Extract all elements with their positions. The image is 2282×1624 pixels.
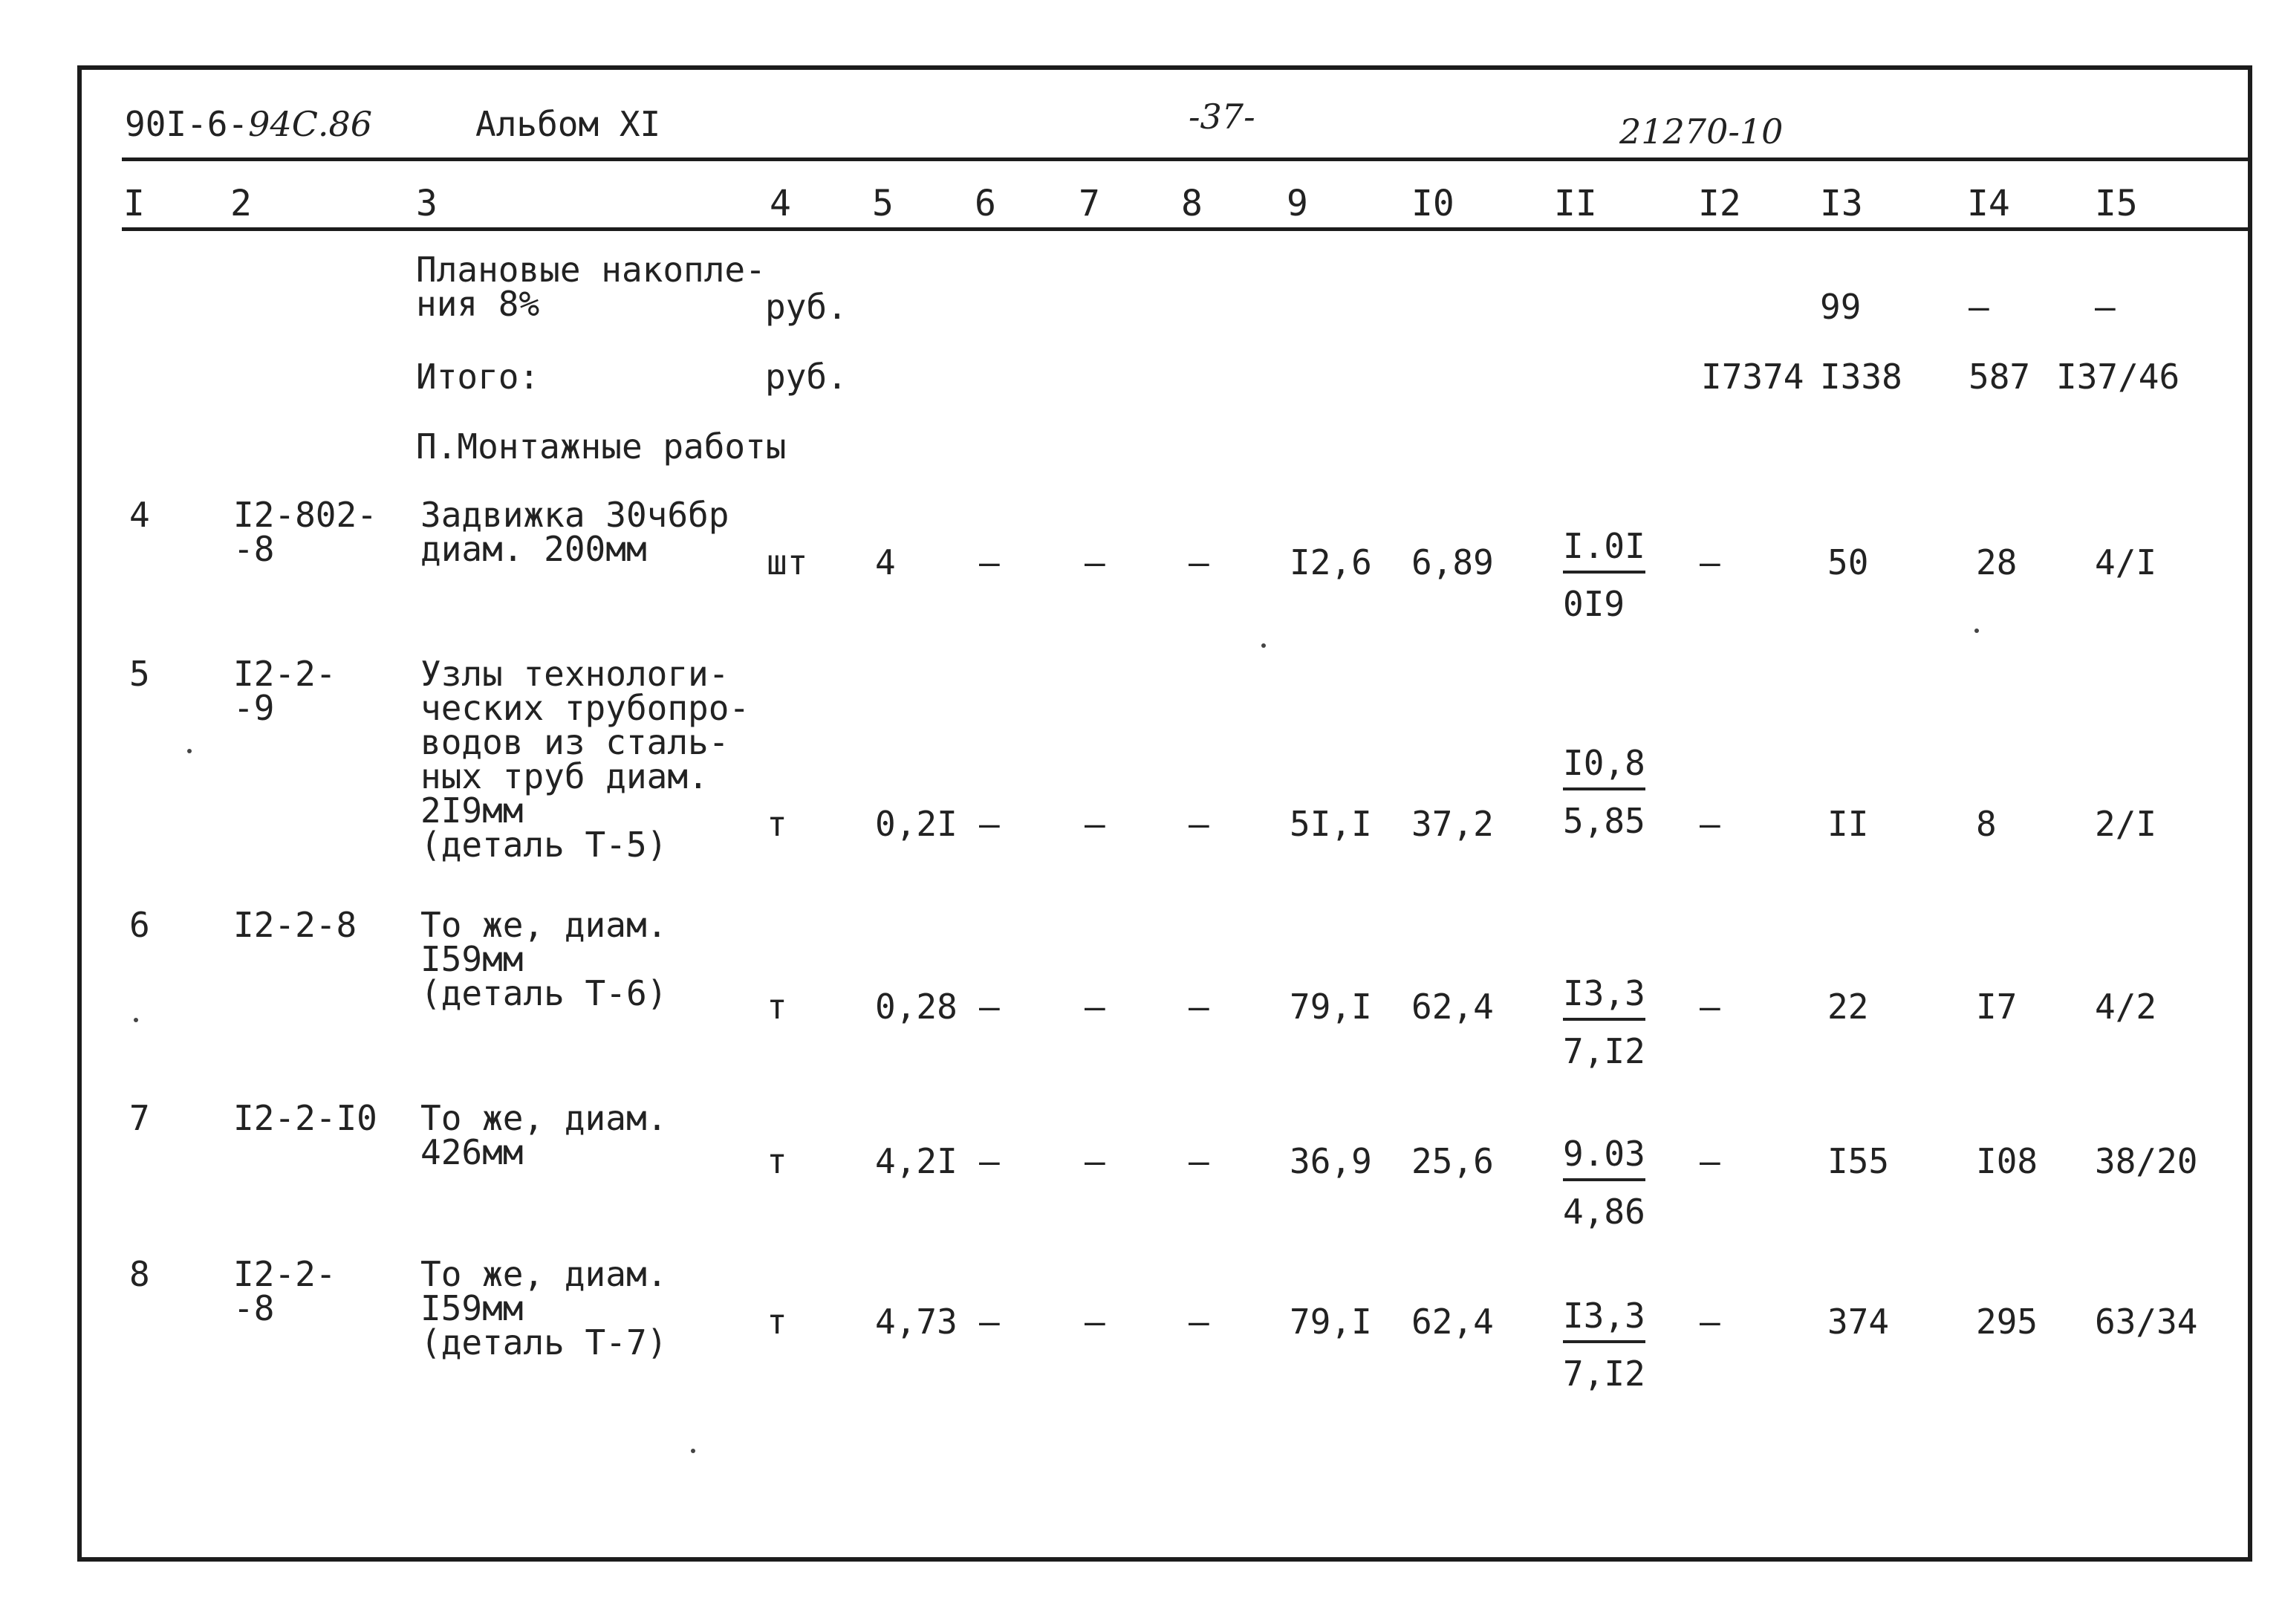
col-14: I08 <box>1976 1141 2038 1181</box>
unit: шт <box>767 542 808 582</box>
col-10: 37,2 <box>1411 804 1494 844</box>
row-number: 7 <box>129 1098 150 1138</box>
scan-speck <box>691 1449 695 1453</box>
col-9: 79,I <box>1290 987 1372 1027</box>
row-number: 4 <box>129 495 150 535</box>
album-label: Альбом XI <box>475 104 661 144</box>
column-number: II <box>1554 183 1597 224</box>
col-8: – <box>1189 542 1209 582</box>
total-unit: руб. <box>765 357 848 397</box>
col-13: 50 <box>1827 542 1869 582</box>
column-number: I <box>123 183 145 224</box>
col-11-numerator: I.0I <box>1563 526 1645 574</box>
col-15: 4/I <box>2095 542 2157 582</box>
col-8: – <box>1189 1141 1209 1181</box>
col-15: 38/20 <box>2095 1141 2198 1181</box>
col-8: – <box>1189 987 1209 1027</box>
total-col12: I7374 <box>1701 357 1804 397</box>
col-6: – <box>979 1302 1000 1342</box>
planned-savings-unit: руб. <box>765 287 848 327</box>
total-col14: 587 <box>1969 357 2031 397</box>
col-15: 2/I <box>2095 804 2157 844</box>
col-10: 25,6 <box>1411 1141 1494 1181</box>
col-11-denominator: 7,I2 <box>1563 1031 1645 1071</box>
col-11-fraction <box>1563 1134 1645 1232</box>
col-13: 22 <box>1827 987 1869 1027</box>
section-title: П.Монтажные работы <box>416 426 787 467</box>
col-10: 6,89 <box>1411 542 1494 582</box>
column-number: 3 <box>416 183 438 224</box>
inventory-number: 21270-10 <box>1619 111 1784 152</box>
doc-code-printed: 90I-6- <box>125 104 249 144</box>
column-number: 6 <box>975 183 996 224</box>
col-8: – <box>1189 1302 1209 1342</box>
col-11-denominator: 7,I2 <box>1563 1354 1645 1394</box>
column-number: 9 <box>1287 183 1308 224</box>
total-label: Итого: <box>416 357 540 397</box>
quantity: 0,2I <box>875 804 958 844</box>
col-11-denominator: 4,86 <box>1563 1192 1645 1232</box>
page-number: -37- <box>1189 97 1255 137</box>
col-9: 36,9 <box>1290 1141 1372 1181</box>
col-10: 62,4 <box>1411 1302 1494 1342</box>
column-number: I2 <box>1698 183 1741 224</box>
row-number: 5 <box>129 654 150 694</box>
col-7: – <box>1085 1302 1105 1342</box>
doc-code-handwritten: 94С.86 <box>248 104 373 144</box>
col-14: I7 <box>1976 987 2018 1027</box>
doc-code <box>125 104 372 144</box>
planned-savings-col15: – <box>2095 287 2116 327</box>
column-number: I3 <box>1820 183 1863 224</box>
col-11-numerator: I3,3 <box>1563 973 1645 1021</box>
col-13: II <box>1827 804 1869 844</box>
work-description: То же, диам. I59мм (деталь Т-7) <box>420 1254 668 1362</box>
col-11-numerator: I0,8 <box>1563 743 1645 790</box>
work-description: То же, диам. 426мм <box>420 1098 668 1172</box>
quantity: 4 <box>875 542 896 582</box>
col-11-fraction <box>1563 743 1645 841</box>
scan-speck <box>1261 643 1266 648</box>
col-7: – <box>1085 542 1105 582</box>
row-number: 6 <box>129 905 150 945</box>
planned-savings-col13: 99 <box>1820 287 1862 327</box>
col-6: – <box>979 987 1000 1027</box>
col-11-denominator: 0I9 <box>1563 584 1625 624</box>
col-13: 374 <box>1827 1302 1890 1342</box>
col-14: 8 <box>1976 804 1997 844</box>
col-11-denominator: 5,85 <box>1563 801 1645 841</box>
col-13: I55 <box>1827 1141 1890 1181</box>
rate-code: I2-802- -8 <box>233 495 377 569</box>
column-number: 8 <box>1181 183 1203 224</box>
rate-code: I2-2- -9 <box>233 654 337 728</box>
col-7: – <box>1085 1141 1105 1181</box>
rate-code: I2-2-8 <box>233 905 357 945</box>
col-8: – <box>1189 804 1209 844</box>
column-rule <box>122 227 2249 231</box>
col-15: 63/34 <box>2095 1302 2198 1342</box>
col-6: – <box>979 804 1000 844</box>
unit: т <box>767 1302 787 1342</box>
column-number: 2 <box>230 183 252 224</box>
rate-code: I2-2-I0 <box>233 1098 377 1138</box>
col-12: – <box>1700 1302 1720 1342</box>
quantity: 4,73 <box>875 1302 958 1342</box>
scan-speck <box>187 749 192 753</box>
col-6: – <box>979 1141 1000 1181</box>
col-7: – <box>1085 987 1105 1027</box>
col-12: – <box>1700 804 1720 844</box>
column-number: I4 <box>1967 183 2010 224</box>
column-number: I5 <box>2095 183 2138 224</box>
col-11-numerator: I3,3 <box>1563 1296 1645 1343</box>
planned-savings-label: Плановые накопле- ния 8% <box>416 250 766 324</box>
col-6: – <box>979 542 1000 582</box>
unit: т <box>767 987 787 1027</box>
scan-speck <box>134 1018 138 1022</box>
planned-savings-col14: – <box>1969 287 1989 327</box>
col-10: 62,4 <box>1411 987 1494 1027</box>
unit: т <box>767 1141 787 1181</box>
column-number: 5 <box>872 183 894 224</box>
total-col15: I37/46 <box>2056 357 2180 397</box>
work-description: Узлы технологи- ческих трубопро- водов из сталь- ных труб диам. 2I9мм (деталь Т-5) <box>420 654 750 865</box>
col-12: – <box>1700 542 1720 582</box>
col-12: – <box>1700 987 1720 1027</box>
header-rule <box>122 157 2249 161</box>
quantity: 4,2I <box>875 1141 958 1181</box>
row-number: 8 <box>129 1254 150 1294</box>
quantity: 0,28 <box>875 987 958 1027</box>
col-15: 4/2 <box>2095 987 2157 1027</box>
col-9: I2,6 <box>1290 542 1372 582</box>
col-12: – <box>1700 1141 1720 1181</box>
col-14: 28 <box>1976 542 2018 582</box>
column-number: 4 <box>770 183 791 224</box>
work-description: То же, диам. I59мм (деталь Т-6) <box>420 905 668 1013</box>
total-col13: I338 <box>1820 357 1902 397</box>
page-frame <box>77 65 2252 1562</box>
col-14: 295 <box>1976 1302 2038 1342</box>
scan-speck <box>1974 629 1979 633</box>
column-number: I0 <box>1411 183 1454 224</box>
column-number: 7 <box>1079 183 1100 224</box>
col-11-fraction <box>1563 1296 1645 1394</box>
rate-code: I2-2- -8 <box>233 1254 337 1328</box>
col-11-fraction <box>1563 526 1645 624</box>
col-9: 5I,I <box>1290 804 1372 844</box>
work-description: Задвижка 30ч6бр диам. 200мм <box>420 495 729 569</box>
col-9: 79,I <box>1290 1302 1372 1342</box>
col-11-fraction <box>1563 973 1645 1071</box>
col-11-numerator: 9.03 <box>1563 1134 1645 1181</box>
unit: т <box>767 804 787 844</box>
col-7: – <box>1085 804 1105 844</box>
